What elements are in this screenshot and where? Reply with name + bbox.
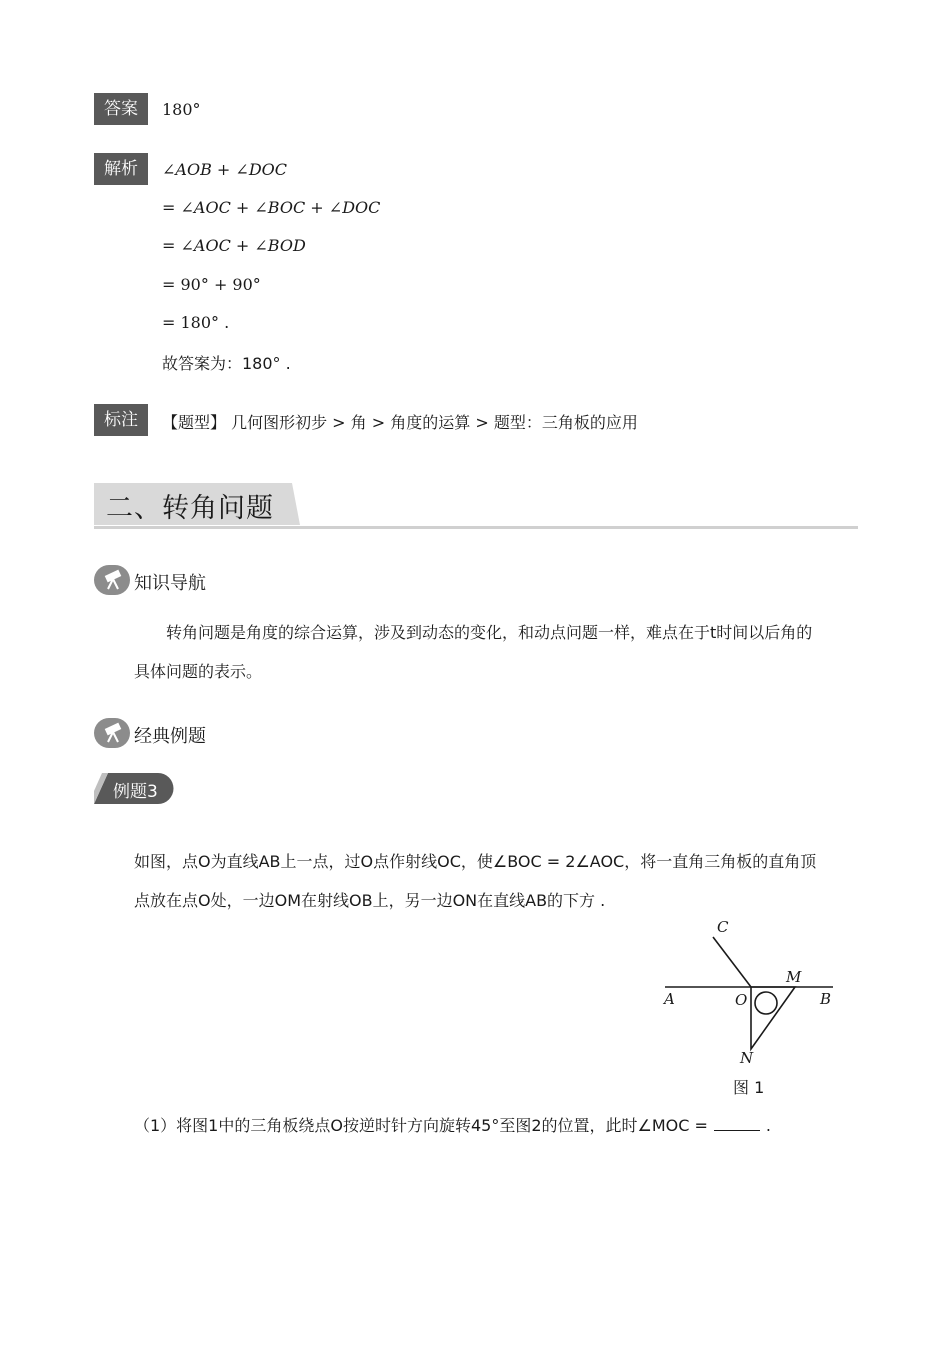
answer-tag: 答案 [94, 93, 148, 125]
label-C: C [717, 918, 729, 936]
analysis-conclusion: 故答案为：180° . [162, 354, 291, 373]
answer-blank[interactable] [714, 1116, 760, 1131]
knowledge-paragraph-line2: 具体问题的表示。 [134, 662, 263, 681]
section-title: 二、转角问题 [106, 493, 274, 524]
analysis-tag: 解析 [94, 153, 148, 185]
example-line2: 点放在点O处，一边OM在射线OB上，另一边ON在直线AB的下方 . [134, 891, 606, 910]
question-1 [134, 1113, 771, 1136]
example-label: 例题3 [113, 782, 158, 802]
label-B: B [820, 990, 832, 1008]
examples-title: 经典例题 [134, 726, 206, 747]
answer-value: 180° [162, 100, 201, 119]
figure-caption: 图 1 [733, 1078, 765, 1097]
label-O: O [735, 991, 748, 1009]
label-A: A [664, 990, 675, 1008]
question-1-end: . [765, 1116, 771, 1135]
note-text: 【题型】 几何图形初步 > 角 > 角度的运算 > 题型：三角板的应用 [162, 413, 638, 432]
ray-OC [713, 937, 751, 987]
analysis-line-3: = ∠AOC + ∠BOD [162, 236, 306, 255]
triangle-hole [755, 992, 777, 1014]
analysis-line-4: = 90° + 90° [162, 275, 261, 294]
knowledge-paragraph-line1: 转角问题是角度的综合运算，涉及到动态的变化，和动点问题一样，难点在于t时间以后角的 [166, 623, 813, 642]
analysis-line-2: = ∠AOC + ∠BOC + ∠DOC [162, 198, 381, 217]
figure-1-diagram [655, 915, 845, 1080]
telescope-icon [94, 565, 130, 595]
analysis-line-1: ∠AOB + ∠DOC [162, 160, 288, 179]
telescope-icon [94, 718, 130, 748]
analysis-line-5: = 180° . [162, 313, 230, 332]
example-line1: 如图，点O为直线AB上一点，过O点作射线OC，使∠BOC = 2∠AOC，将一直角三角板的直角顶 [134, 852, 817, 871]
knowledge-title: 知识导航 [134, 573, 206, 594]
label-M: M [786, 968, 802, 986]
note-tag: 标注 [94, 404, 148, 436]
label-N: N [740, 1049, 754, 1067]
question-1-text: （1）将图1中的三角板绕点O按逆时针方向旋转45°至图2的位置，此时∠MOC = [134, 1116, 708, 1135]
